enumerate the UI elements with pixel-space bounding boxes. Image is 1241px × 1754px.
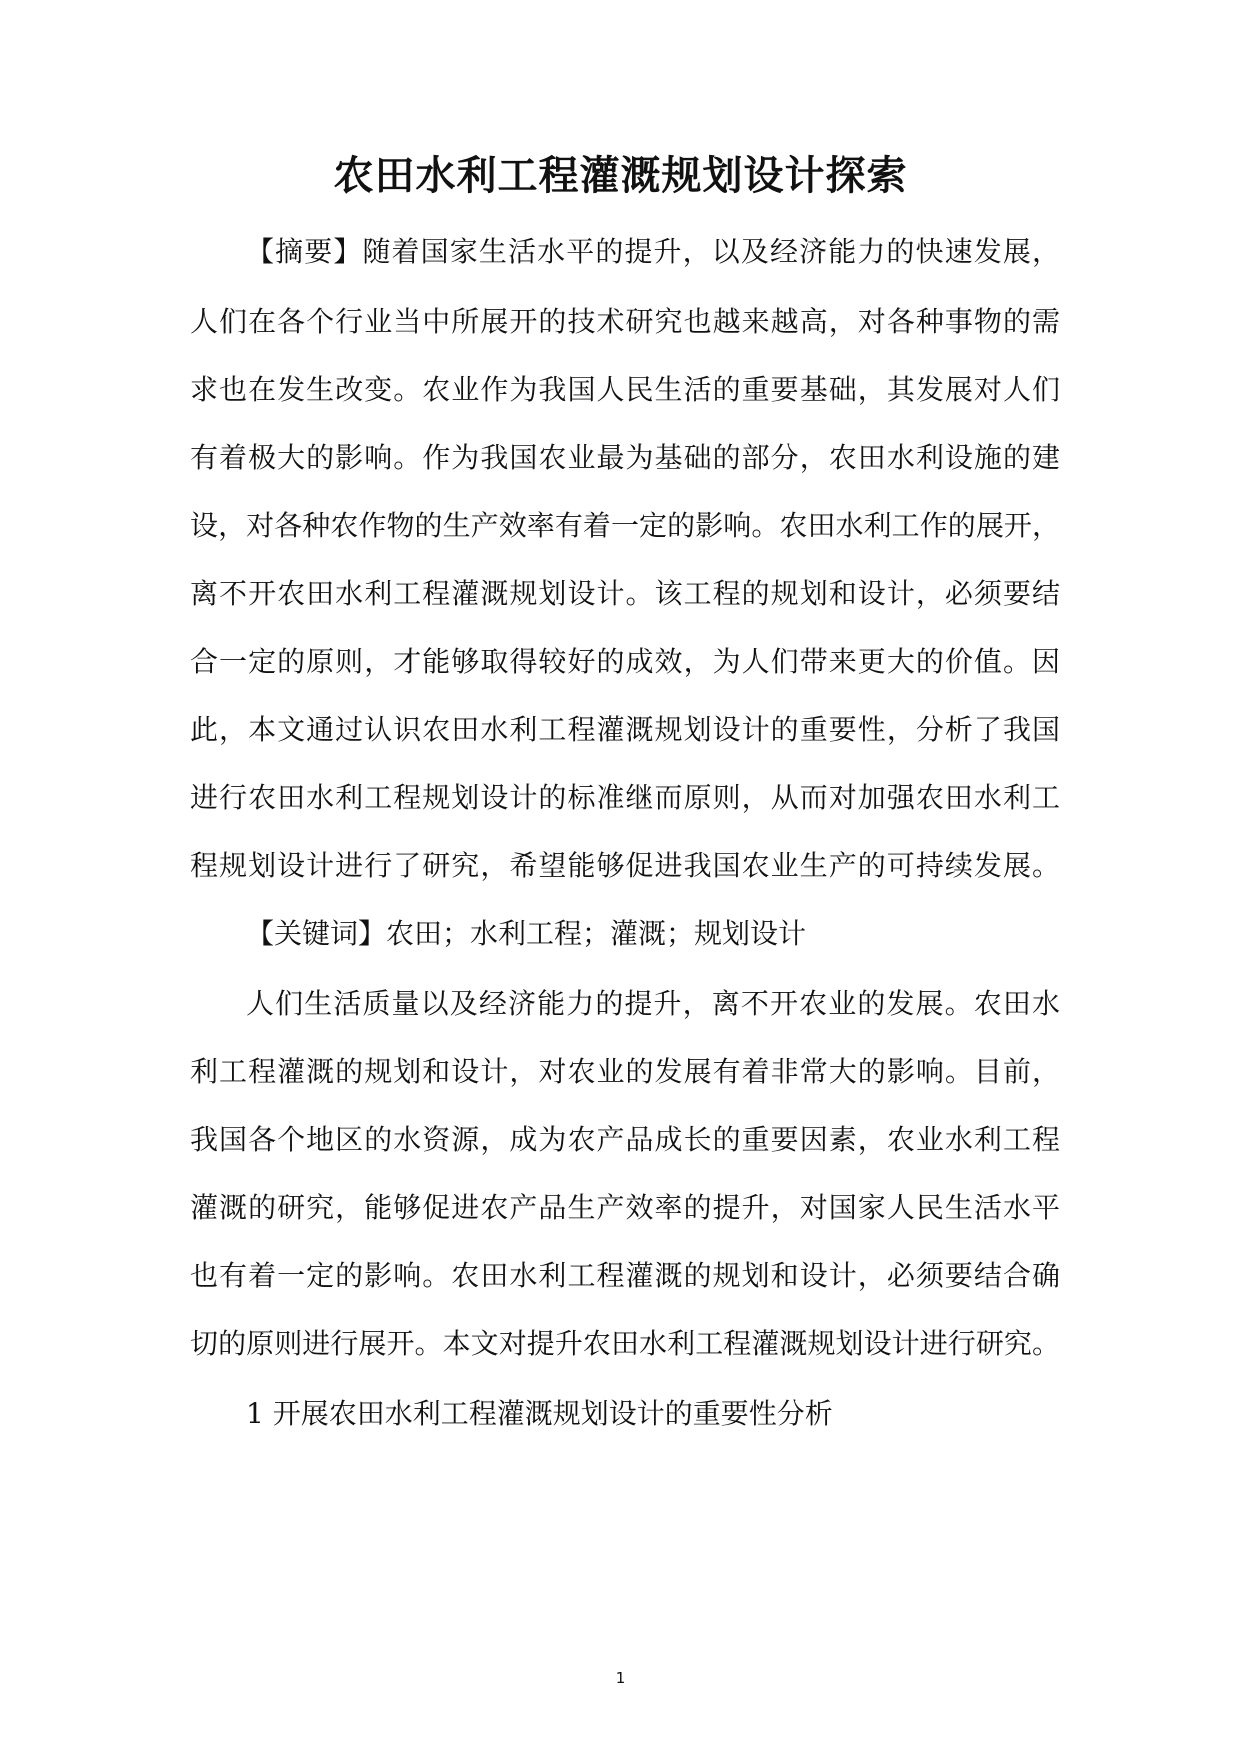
intro-line: 利工程灌溉的规划和设计，对农业的发展有着非常大的影响。目前， xyxy=(190,1055,1060,1088)
abstract-line: 离不开农田水利工程灌溉规划设计。该工程的规划和设计，必须要结 xyxy=(190,577,1060,610)
abstract-line: 【摘要】随着国家生活水平的提升，以及经济能力的快速发展， xyxy=(246,235,1060,268)
intro-line: 我国各个地区的水资源，成为农产品成长的重要因素，农业水利工程 xyxy=(190,1123,1060,1156)
document-title: 农田水利工程灌溉规划设计探索 xyxy=(333,152,908,199)
abstract-line: 进行农田水利工程规划设计的标准继而原则，从而对加强农田水利工 xyxy=(190,781,1060,814)
intro-line: 人们生活质量以及经济能力的提升，离不开农业的发展。农田水 xyxy=(246,987,1060,1020)
keywords-line: 【关键词】农田；水利工程；灌溉；规划设计 xyxy=(246,917,807,950)
abstract-line: 此，本文通过认识农田水利工程灌溉规划设计的重要性，分析了我国 xyxy=(190,713,1060,746)
intro-line: 灌溉的研究，能够促进农产品生产效率的提升，对国家人民生活水平 xyxy=(190,1191,1060,1224)
section-heading: 1 开展农田水利工程灌溉规划设计的重要性分析 xyxy=(246,1397,833,1430)
abstract-line: 求也在发生改变。农业作为我国人民生活的重要基础，其发展对人们 xyxy=(190,373,1060,406)
abstract-line: 人们在各个行业当中所展开的技术研究也越来越高，对各种事物的需 xyxy=(190,305,1060,338)
abstract-line: 程规划设计进行了研究，希望能够促进我国农业生产的可持续发展。 xyxy=(190,849,1060,882)
intro-line: 切的原则进行展开。本文对提升农田水利工程灌溉规划设计进行研究。 xyxy=(190,1327,1060,1360)
page-number: 1 xyxy=(615,1669,626,1687)
abstract-line: 合一定的原则，才能够取得较好的成效，为人们带来更大的价值。因 xyxy=(190,645,1060,678)
abstract-line: 有着极大的影响。作为我国农业最为基础的部分，农田水利设施的建 xyxy=(190,441,1060,474)
intro-line: 也有着一定的影响。农田水利工程灌溉的规划和设计，必须要结合确 xyxy=(190,1259,1060,1292)
abstract-line: 设，对各种农作物的生产效率有着一定的影响。农田水利工作的展开， xyxy=(190,509,1060,542)
